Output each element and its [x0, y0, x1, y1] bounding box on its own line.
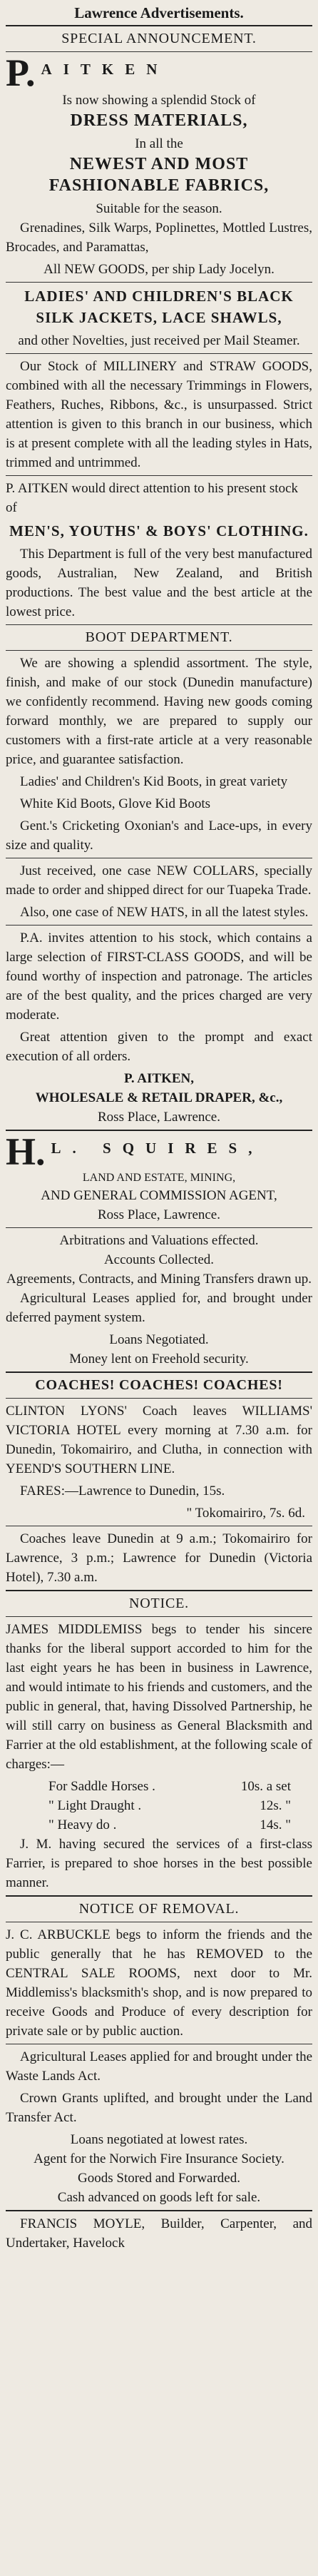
ad-line: Agreements, Contracts, and Mining Transfers drawn up.: [6, 1272, 312, 1287]
rate-row: [6, 1777, 312, 1796]
ad-line: Crown Grants uplifted, and brought under the Land Transfer Act.: [6, 2091, 312, 2125]
divider: [6, 1371, 312, 1373]
ad-heading: NOTICE OF REMOVAL.: [78, 1901, 240, 1917]
divider: [6, 2210, 312, 2211]
rate-label: " Light Draught .: [48, 1798, 142, 1813]
ad-line: Grenadines, Silk Warps, Poplinettes, Mottled Lustres, Brocades, and Paramattas,: [6, 220, 312, 255]
rate-price: 10s. a set: [240, 1779, 291, 1794]
ad-line: Cash advanced on goods left for sale.: [57, 2190, 261, 2205]
ad-line: P.A. invites attention to his stock, which contains a large selection of FIRST-CLASS GOODS, and will be found worthy of inspection and patronage. The articles are of the best quality, and the prices charged are very moderate.: [6, 930, 312, 1023]
advertiser-name: AITKEN: [41, 61, 169, 78]
ad-line: This Department is full of the very best manufactured goods, Australian, New Zealand, and British productions. The best value and the best article at the lowest price.: [6, 547, 312, 619]
ad-heading: NOTICE.: [129, 1596, 189, 1611]
ad-line: Great attention given to the prompt and exact execution of all orders.: [6, 1030, 312, 1064]
ad-coaches: [6, 1377, 312, 1587]
divider: [6, 624, 312, 625]
ad-line: Accounts Collected.: [103, 1252, 215, 1267]
divider: [6, 1616, 312, 1617]
divider: [6, 25, 312, 26]
ad-masthead: [6, 1130, 312, 1173]
ad-line: Goods Stored and Forwarded.: [78, 2171, 240, 2186]
page-title: Lawrence Advertisements.: [74, 4, 244, 21]
ad-line: Also, one case of NEW HATS, in all the latest styles.: [20, 905, 309, 920]
divider: [6, 475, 312, 476]
ad-aitken: [6, 31, 312, 1127]
ad-squires: [6, 1130, 312, 1369]
ad-line: J. C. ARBUCKLE begs to inform the friends and the public generally that he has REMOVED to the CENTRAL SALE ROOMS, next door to Mr. Middlemiss's blacksmith's shop, and is now prepared to receive Goods and Produce of every description for private sale or by public auction.: [6, 1927, 312, 2039]
ad-line: MEN'S, YOUTHS' & BOYS' CLOTHING.: [9, 522, 309, 539]
ad-line: In all the: [135, 136, 183, 151]
ad-line: Coaches leave Dunedin at 9 a.m.; Tokomairiro for Lawrence, 3 p.m.; Lawrence for Dunedin (Victoria Hotel), 7.30 a.m.: [6, 1531, 312, 1585]
ad-line: P. AITKEN would direct attention to his present stock of: [6, 481, 299, 515]
ad-line: Is now showing a splendid Stock of: [62, 93, 256, 108]
ad-line: AND GENERAL COMMISSION AGENT,: [41, 1188, 277, 1203]
ad-line: NEWEST AND MOST FASHIONABLE FABRICS,: [48, 155, 270, 195]
ad-line: Gent.'s Cricketing Oxonian's and Lace-ups, in every size and quality.: [6, 818, 312, 853]
ad-line: Ross Place, Lawrence.: [98, 1207, 220, 1222]
ad-line: and other Novelties, just received per Mail Steamer.: [18, 333, 300, 348]
drop-cap: H.: [6, 1130, 46, 1173]
ad-line: FARES:—Lawrence to Dunedin, 15s.: [20, 1484, 225, 1499]
ad-line: Money lent on Freehold security.: [69, 1352, 249, 1366]
rate-price: 14s. ": [260, 1817, 291, 1832]
ad-line: Just received, one case NEW COLLARS, specially made to order and shipped direct for our Tuapeka Trade.: [6, 863, 312, 898]
ad-line: DRESS MATERIALS,: [70, 111, 248, 130]
ad-line: Loans negotiated at lowest rates.: [70, 2132, 248, 2147]
rate-row: [6, 1815, 312, 1835]
ad-line: CLINTON LYONS' Coach leaves WILLIAMS' VICTORIA HOTEL every morning at 7.30 a.m. for Dunedin, Tokomairiro, and Clutha, in connection with YEEND'S SOUTHERN LINE.: [6, 1404, 312, 1476]
divider: [6, 650, 312, 651]
divider: [6, 353, 312, 354]
ad-moyle: [6, 2214, 312, 2253]
rate-table: [6, 1777, 312, 1835]
ad-line: J. M. having secured the services of a first-class Farrier, is prepared to shoe horses in the best possible manner.: [6, 1837, 312, 1890]
advertiser-name: L. SQUIRES,: [51, 1140, 264, 1157]
ad-line: All NEW GOODS, per ship Lady Jocelyn.: [43, 262, 275, 277]
ad-line: Ross Place, Lawrence.: [98, 1110, 220, 1125]
ad-heading: SPECIAL ANNOUNCEMENT.: [61, 31, 257, 46]
drop-cap: P.: [6, 51, 36, 94]
ad-line: Agricultural Leases applied for and brought under the Waste Lands Act.: [6, 2049, 312, 2084]
ad-line: Ladies' and Children's Kid Boots, in great variety: [20, 774, 288, 789]
ad-masthead: [6, 51, 312, 94]
ad-line: Our Stock of MILLINERY and STRAW GOODS, combined with all the necessary Trimmings in Flowers, Feathers, Ruches, Ribbons, &c., is unsurpassed. Strict attention is given to this branch in our business, which is at present complete with all the leading styles in Hats, trimmed and untrimmed.: [6, 359, 312, 470]
divider: [6, 51, 312, 52]
ad-arbuckle: [6, 1901, 312, 2207]
divider: [6, 1895, 312, 1897]
ad-line: Agent for the Norwich Fire Insurance Society.: [34, 2151, 284, 2166]
ad-line: FRANCIS MOYLE, Builder, Carpenter, and Undertaker, Havelock: [6, 2216, 312, 2251]
page: [6, 0, 312, 2253]
ad-line: Arbitrations and Valuations effected.: [59, 1233, 259, 1248]
ad-heading: COACHES! COACHES! COACHES!: [35, 1377, 283, 1393]
rate-label: " Heavy do .: [48, 1817, 117, 1832]
rate-row: [6, 1796, 312, 1815]
rate-price: 12s. ": [260, 1798, 291, 1813]
ad-line: P. AITKEN,: [123, 1071, 195, 1086]
divider: [6, 1590, 312, 1591]
rate-label: For Saddle Horses .: [48, 1779, 155, 1794]
ad-line: " Tokomairiro, 7s. 6d.: [186, 1506, 305, 1521]
divider: [6, 282, 312, 283]
ad-middlemiss: [6, 1596, 312, 1892]
ad-line: LADIES' AND CHILDREN'S BLACK SILK JACKETS, LACE SHAWLS,: [24, 288, 294, 326]
ad-line: Loans Negotiated.: [109, 1332, 209, 1347]
divider: [6, 1227, 312, 1228]
ad-line: Suitable for the season.: [96, 201, 222, 216]
ad-line: LAND AND ESTATE, MINING,: [82, 1172, 236, 1184]
ad-line: Agricultural Leases applied for, and brought under deferred payment system.: [6, 1291, 312, 1325]
ad-line: We are showing a splendid assortment. The style, finish, and make of our stock (Dunedin manufacture) we confidently recommend. Having new goods coming forward monthly, we are prepared to supply our customers with a first-rate article at a very reasonable price, and guarantee satisfaction.: [6, 656, 312, 767]
ad-line: JAMES MIDDLEMISS begs to tender his sincere thanks for the liberal support accorded to him for the last eight years he has been in business in Lawrence, and would intimate to his friends and customers, and the public in general, that, having Dissolved Partnership, he will still carry on business as General Blacksmith and Farrier at the old establishment, at the following scale of charges:—: [6, 1622, 312, 1772]
ad-line: WHOLESALE & RETAIL DRAPER, &c.,: [35, 1090, 283, 1105]
divider: [6, 1398, 312, 1399]
divider: [6, 1130, 312, 1131]
ad-line: White Kid Boots, Glove Kid Boots: [20, 796, 211, 811]
ad-subheading: BOOT DEPARTMENT.: [85, 629, 233, 645]
divider: [6, 925, 312, 926]
